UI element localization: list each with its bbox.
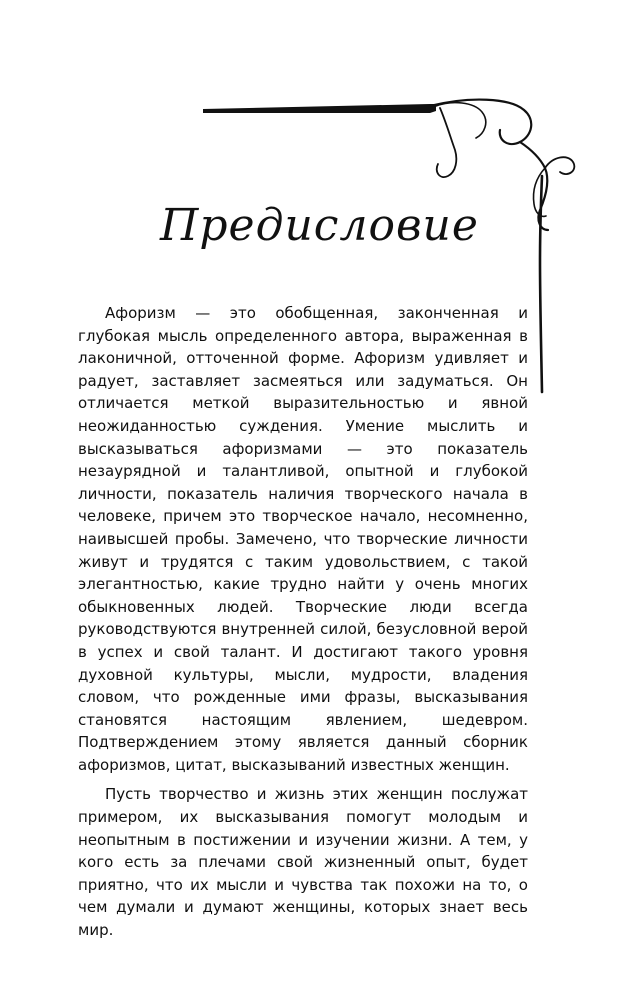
paragraph-1: Афоризм — это обобщенная, законченная и глубокая мысль определенного автора, выраженная в лаконичной, отточенной форме. Афоризм удивляет и радует, заставляет засмеяться или задуматься. Он отличается меткой выразительностью и явной неожиданностью суждения. Умение мыслить и высказываться афоризмами — это показатель незаурядной и талантливой, опытной и глубокой личности, показатель наличия творческого начала в человеке, причем это творческое начало, несомненно, наивысшей пробы. Замечено, что творческие личности живут и трудятся с таким удовольствием, с такой элегантностью, какие трудно найти у очень многих обыкновенных людей. Творческие люди всегда руководствуются внутренней силой, безусловной верой в успех и свой талант. И достигают такого уровня духовной культуры, мысли, мудрости, владения словом, что рожденные ими фразы, высказывания становятся настоящим явлением, шедевром. Подтверждением этому является данный сборник афоризмов, цитат, высказываний известных женщин. — [78, 304, 528, 774]
paragraph-2: Пусть творчество и жизнь этих женщин послужат примером, их высказывания помогут молодым и неопытным в постижении и изучении жизни. А тем, у кого есть за плечами свой жизненный опыт, будет приятно, что их мысли и чувства так похожи на то, о чем думали и думают женщины, которых знает весь мир. — [78, 785, 528, 940]
flourish-rule — [203, 104, 436, 113]
body-text — [78, 302, 528, 942]
page-title: Предисловие — [160, 200, 479, 251]
